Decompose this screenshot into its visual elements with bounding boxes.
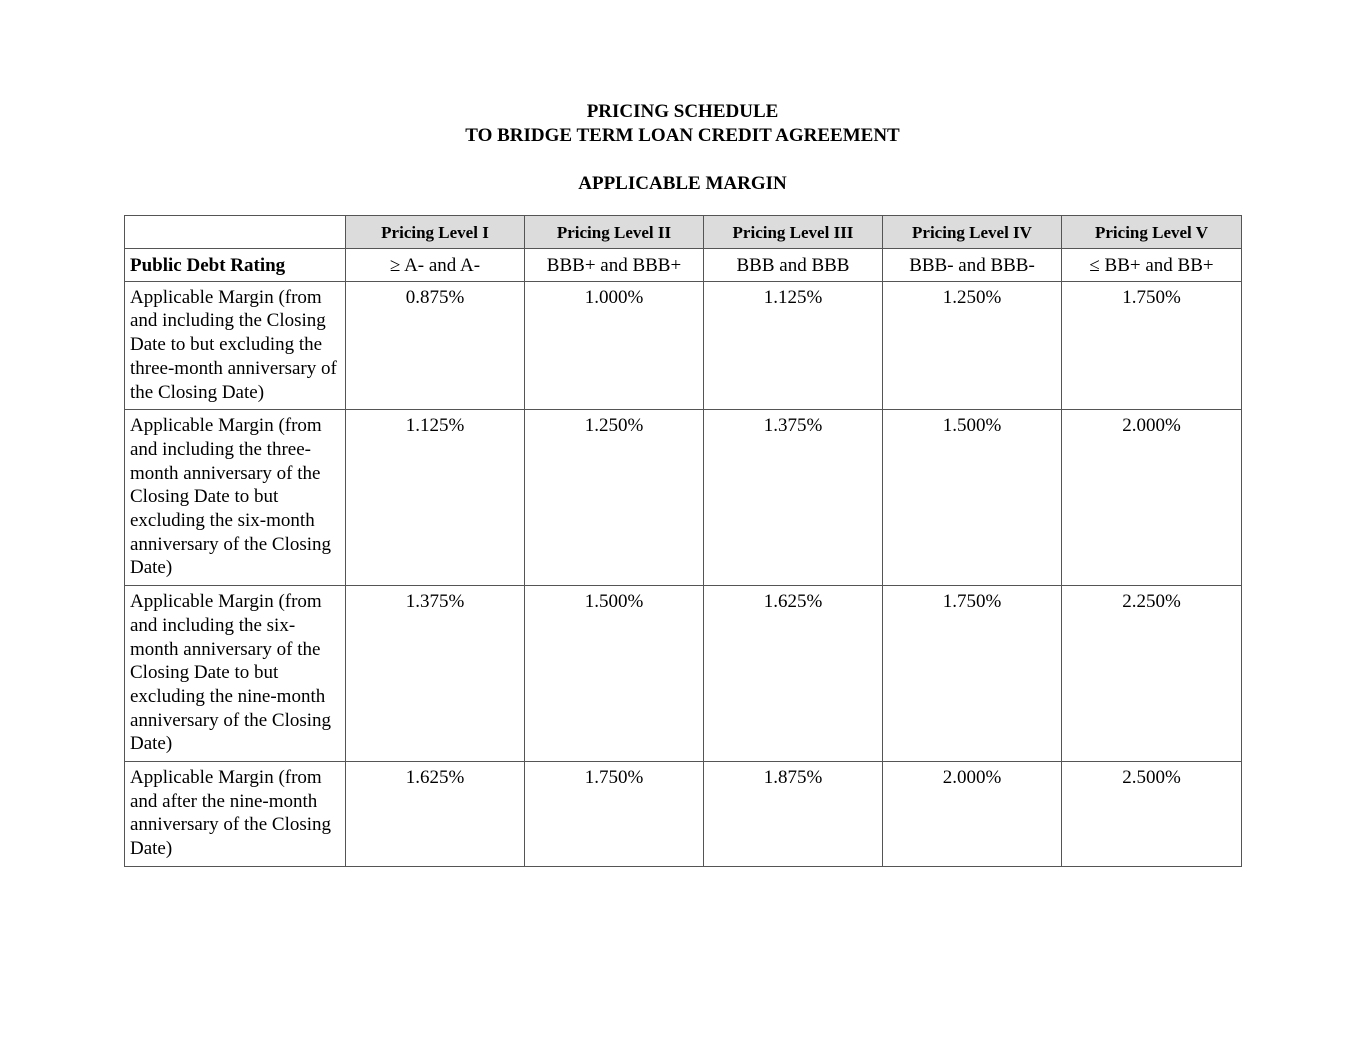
table-row	[125, 762, 1242, 867]
table-cell: ≤ BB+ and BB+	[1062, 249, 1242, 282]
row-label: Applicable Margin (from and including the three-month anniversary of the Closing Date to but excluding the six-month anniversary of the Closing Date)	[125, 410, 346, 586]
row-label: Applicable Margin (from and including the six-month anniversary of the Closing Date to but excluding the nine-month anniversary of the Closing Date)	[125, 586, 346, 762]
document-title	[0, 100, 1365, 148]
table-cell: 1.500%	[525, 586, 704, 762]
header-pricing-level-2: Pricing Level II	[525, 216, 704, 249]
table-cell: 1.125%	[704, 281, 883, 410]
header-pricing-level-5: Pricing Level V	[1062, 216, 1242, 249]
header-row	[125, 216, 1242, 249]
pricing-table	[124, 215, 1242, 867]
table-cell: 1.750%	[525, 762, 704, 867]
table-cell: BBB- and BBB-	[883, 249, 1062, 282]
table-cell: 1.750%	[1062, 281, 1242, 410]
table-cell: 0.875%	[346, 281, 525, 410]
table-cell: 1.750%	[883, 586, 1062, 762]
title-line-2: TO BRIDGE TERM LOAN CREDIT AGREEMENT	[465, 125, 900, 146]
table-cell: 2.500%	[1062, 762, 1242, 867]
header-pricing-level-1: Pricing Level I	[346, 216, 525, 249]
row-label: Applicable Margin (from and after the nine-month anniversary of the Closing Date)	[125, 762, 346, 867]
table-cell: 2.000%	[883, 762, 1062, 867]
table-cell: 1.125%	[346, 410, 525, 586]
table-cell: 1.875%	[704, 762, 883, 867]
title-line-1: PRICING SCHEDULE	[586, 101, 779, 122]
table-cell: 1.375%	[704, 410, 883, 586]
table-cell: 2.000%	[1062, 410, 1242, 586]
header-corner-cell	[125, 216, 346, 249]
table-cell: 1.000%	[525, 281, 704, 410]
table-row	[125, 281, 1242, 410]
header-pricing-level-4: Pricing Level IV	[883, 216, 1062, 249]
table-cell: 1.625%	[346, 762, 525, 867]
table-cell: 2.250%	[1062, 586, 1242, 762]
table-cell: 1.250%	[525, 410, 704, 586]
table-cell: BBB and BBB	[704, 249, 883, 282]
public-debt-rating-row	[125, 249, 1242, 282]
table-cell: ≥ A- and A-	[346, 249, 525, 282]
header-pricing-level-3: Pricing Level III	[704, 216, 883, 249]
table-row	[125, 586, 1242, 762]
table-cell: 1.375%	[346, 586, 525, 762]
table-cell: 1.250%	[883, 281, 1062, 410]
row-label: Applicable Margin (from and including the Closing Date to but excluding the three-month anniversary of the Closing Date)	[125, 281, 346, 410]
table-row	[125, 410, 1242, 586]
section-heading: APPLICABLE MARGIN	[578, 173, 787, 194]
table-cell: 1.500%	[883, 410, 1062, 586]
table-cell: BBB+ and BBB+	[525, 249, 704, 282]
row-label: Public Debt Rating	[125, 249, 346, 282]
table-cell: 1.625%	[704, 586, 883, 762]
